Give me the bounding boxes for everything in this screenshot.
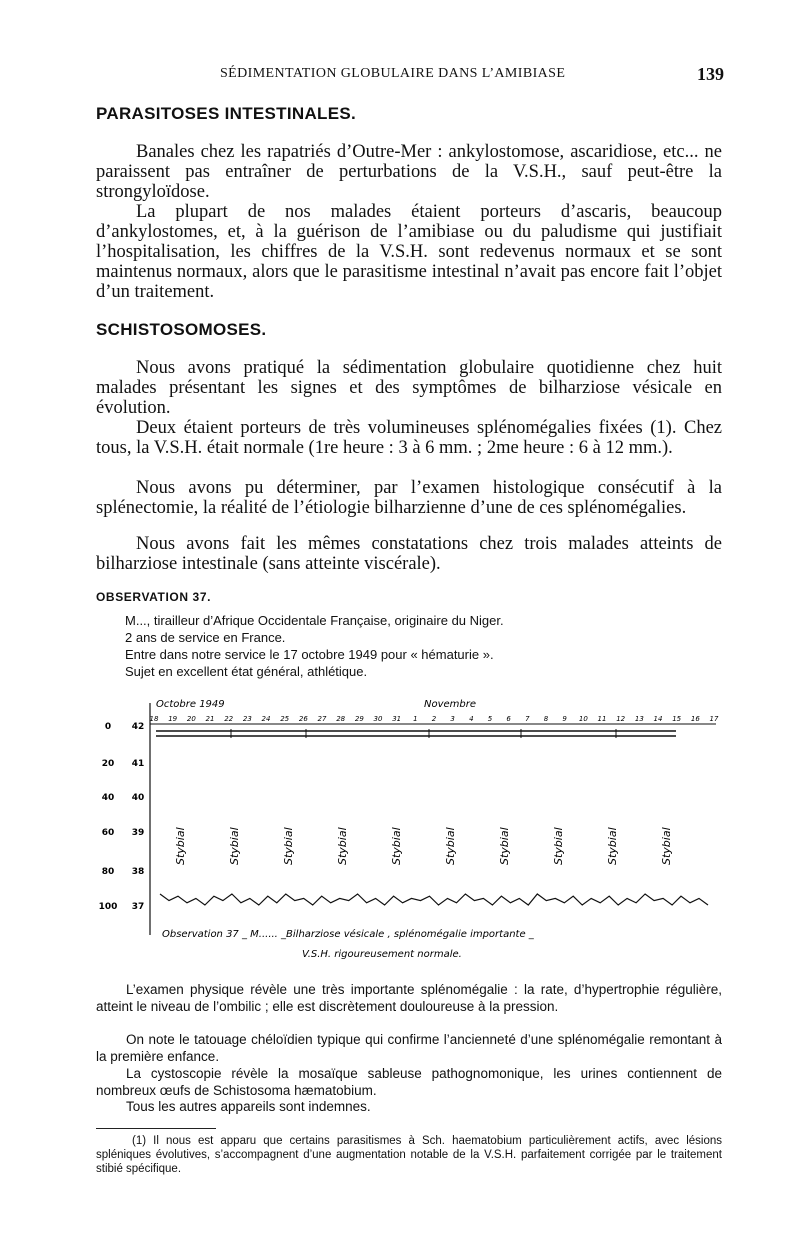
page-number: 139 — [697, 64, 724, 84]
observation-line: M..., tirailleur d’Afrique Occidentale Française, originaire du Niger. — [125, 613, 504, 628]
footnote-text: (1) Il nous est apparu que certains parasitismes à Sch. haematobium particulièrement actifs, avec lésions spléniques évolutives, s’accompagnent d’une augmentation notable de la V.S.H. parfaitement corrigée par le traitement stibié spécifique. — [96, 1135, 722, 1175]
x-tick-label: 9 — [562, 715, 567, 723]
treatment-label: Stybial — [606, 827, 619, 865]
x-tick-label: 5 — [487, 715, 493, 723]
y-right-tick-label: 38 — [131, 867, 145, 877]
x-tick-label: 28 — [336, 715, 346, 723]
paragraph-text: Banales chez les rapatriés d’Outre-Mer : ankylostomose, ascaridiose, etc... ne paraissent pas entraîner de perturbations de la V.S.H., sauf peut-être la strongyloïdose. — [96, 142, 722, 202]
x-tick-label: 2 — [431, 715, 437, 723]
y-left-tick-label: 100 — [98, 902, 118, 912]
paragraph-text: L’examen physique révèle une très importante splénomégalie : la rate, d’hypertrophie régulière, atteint le niveau de l’ombilic ; elle est discrètement douloureuse à la pression. — [96, 982, 722, 1014]
y-right-tick-label: 41 — [131, 759, 145, 769]
footnote — [96, 1134, 722, 1176]
paragraph — [96, 358, 722, 418]
y-right-tick-label: 37 — [131, 902, 145, 912]
observation-line: Sujet en excellent état général, athlétique. — [125, 664, 368, 679]
paragraph — [96, 1099, 722, 1116]
temperature-chart — [96, 695, 736, 965]
footnote-rule — [96, 1128, 216, 1129]
paragraph-text: On note le tatouage chéloïdien typique qui confirme l’ancienneté d’une splénomégalie remontant à la première enfance. — [96, 1032, 722, 1064]
x-tick-label: 13 — [634, 715, 644, 723]
x-tick-label: 8 — [543, 715, 549, 723]
observation-title: OBSERVATION 37. — [96, 590, 212, 604]
running-head — [96, 64, 724, 86]
y-right-tick-label: 39 — [131, 828, 145, 838]
x-tick-label: 16 — [690, 715, 700, 723]
chart-caption-line-1: Observation 37 _ M...... _Bilharziose vésicale , splénomégalie importante _ — [162, 929, 534, 940]
x-tick-label: 22 — [224, 715, 234, 723]
treatment-label: Stybial — [660, 827, 673, 865]
section-heading-parasitoses: PARASITOSES INTESTINALES. — [96, 104, 357, 123]
treatment-label: Stybial — [552, 827, 565, 865]
x-tick-label: 23 — [242, 715, 252, 723]
treatment-label: Stybial — [174, 827, 187, 865]
paragraph — [96, 478, 722, 518]
x-tick-label: 14 — [653, 715, 663, 723]
chart-caption-line-2: V.S.H. rigoureusement normale. — [302, 949, 462, 960]
x-tick-label: 29 — [354, 715, 364, 723]
x-tick-label: 3 — [450, 715, 455, 723]
y-left-tick-label: 40 — [101, 793, 115, 803]
paragraph-text: Tous les autres appareils sont indemnes. — [126, 1099, 371, 1114]
x-tick-label: 31 — [392, 715, 402, 723]
y-left-tick-label: 0 — [104, 722, 112, 732]
treatment-label: Stybial — [444, 827, 457, 865]
month-label: Octobre 1949 — [156, 699, 225, 710]
paragraph-text: Nous avons pu déterminer, par l’examen histologique consécutif à la splénectomie, la réalité de l’étiologie bilharzienne d’une de ces splénomégalies. — [96, 478, 722, 518]
treatment-label: Stybial — [498, 827, 511, 865]
month-label: Novembre — [424, 699, 477, 710]
observation-line: Entre dans notre service le 17 octobre 1949 pour « hématurie ». — [125, 647, 494, 662]
treatment-label: Stybial — [228, 827, 241, 865]
paragraph-text: Nous avons fait les mêmes constatations chez trois malades atteints de bilharziose intestinale (sans atteinte viscérale). — [96, 534, 722, 574]
paragraph-text: La plupart de nos malades étaient porteurs d’ascaris, beaucoup d’ankylostomes, et, à la guérison de l’amibiase ou du paludisme qui justifiait l’hospitalisation, les chiffres de la V.S.H. sont redevenus normaux et se sont maintenus normaux, alors que le parasitisme intestinal n’avait pas encore fait l’objet d’un traitement. — [96, 202, 722, 302]
x-tick-label: 10 — [578, 715, 588, 723]
x-tick-label: 25 — [280, 715, 290, 723]
temperature-series-line — [160, 894, 708, 905]
x-tick-label: 12 — [616, 715, 626, 723]
x-tick-label: 7 — [525, 715, 530, 723]
y-right-tick-label: 40 — [131, 793, 145, 803]
x-tick-label: 6 — [506, 715, 511, 723]
paragraph — [96, 534, 722, 574]
paragraph — [96, 1032, 722, 1065]
paragraph — [96, 142, 722, 202]
observation-details — [125, 612, 504, 680]
x-tick-label: 20 — [186, 715, 196, 723]
x-tick-label: 11 — [597, 715, 607, 723]
x-tick-label: 30 — [373, 715, 383, 723]
x-tick-label: 26 — [298, 715, 308, 723]
y-left-tick-label: 20 — [101, 759, 115, 769]
observation-line: 2 ans de service en France. — [125, 630, 286, 645]
paragraph-text: Deux étaient porteurs de très volumineuses splénomégalies fixées (1). Chez tous, la V.S.H. était normale (1re heure : 3 à 6 mm. ; 2me heure : 6 à 12 mm.). — [96, 418, 722, 458]
x-tick-label: 24 — [261, 715, 271, 723]
x-tick-label: 1 — [413, 715, 418, 723]
y-left-tick-label: 80 — [101, 867, 115, 877]
x-tick-label: 21 — [205, 715, 215, 723]
x-tick-label: 27 — [317, 715, 327, 723]
y-left-tick-label: 60 — [101, 828, 115, 838]
paragraph-text: Nous avons pratiqué la sédimentation globulaire quotidienne chez huit malades présentant les signes et des symptômes de bilharziose vésicale en évolution. — [96, 358, 722, 418]
section-heading-schistosomoses: SCHISTOSOMOSES. — [96, 320, 267, 339]
treatment-label: Stybial — [336, 827, 349, 865]
paragraph — [96, 202, 722, 302]
x-tick-label: 4 — [469, 715, 474, 723]
x-tick-label: 17 — [709, 715, 719, 723]
paragraph-text: La cystoscopie révèle la mosaïque sableuse pathognomonique, les urines contiennent de nombreux œufs de Schistosoma hæmatobium. — [96, 1066, 722, 1098]
paragraph — [96, 418, 722, 458]
y-right-tick-label: 42 — [131, 722, 145, 732]
paragraph — [96, 1066, 722, 1099]
treatment-label: Stybial — [282, 827, 295, 865]
paragraph — [96, 982, 722, 1015]
treatment-label: Stybial — [390, 827, 403, 865]
running-head-title: SÉDIMENTATION GLOBULAIRE DANS L’AMIBIASE — [220, 66, 566, 81]
x-tick-label: 18 — [149, 715, 159, 723]
x-tick-label: 19 — [168, 715, 178, 723]
x-tick-label: 15 — [672, 715, 682, 723]
